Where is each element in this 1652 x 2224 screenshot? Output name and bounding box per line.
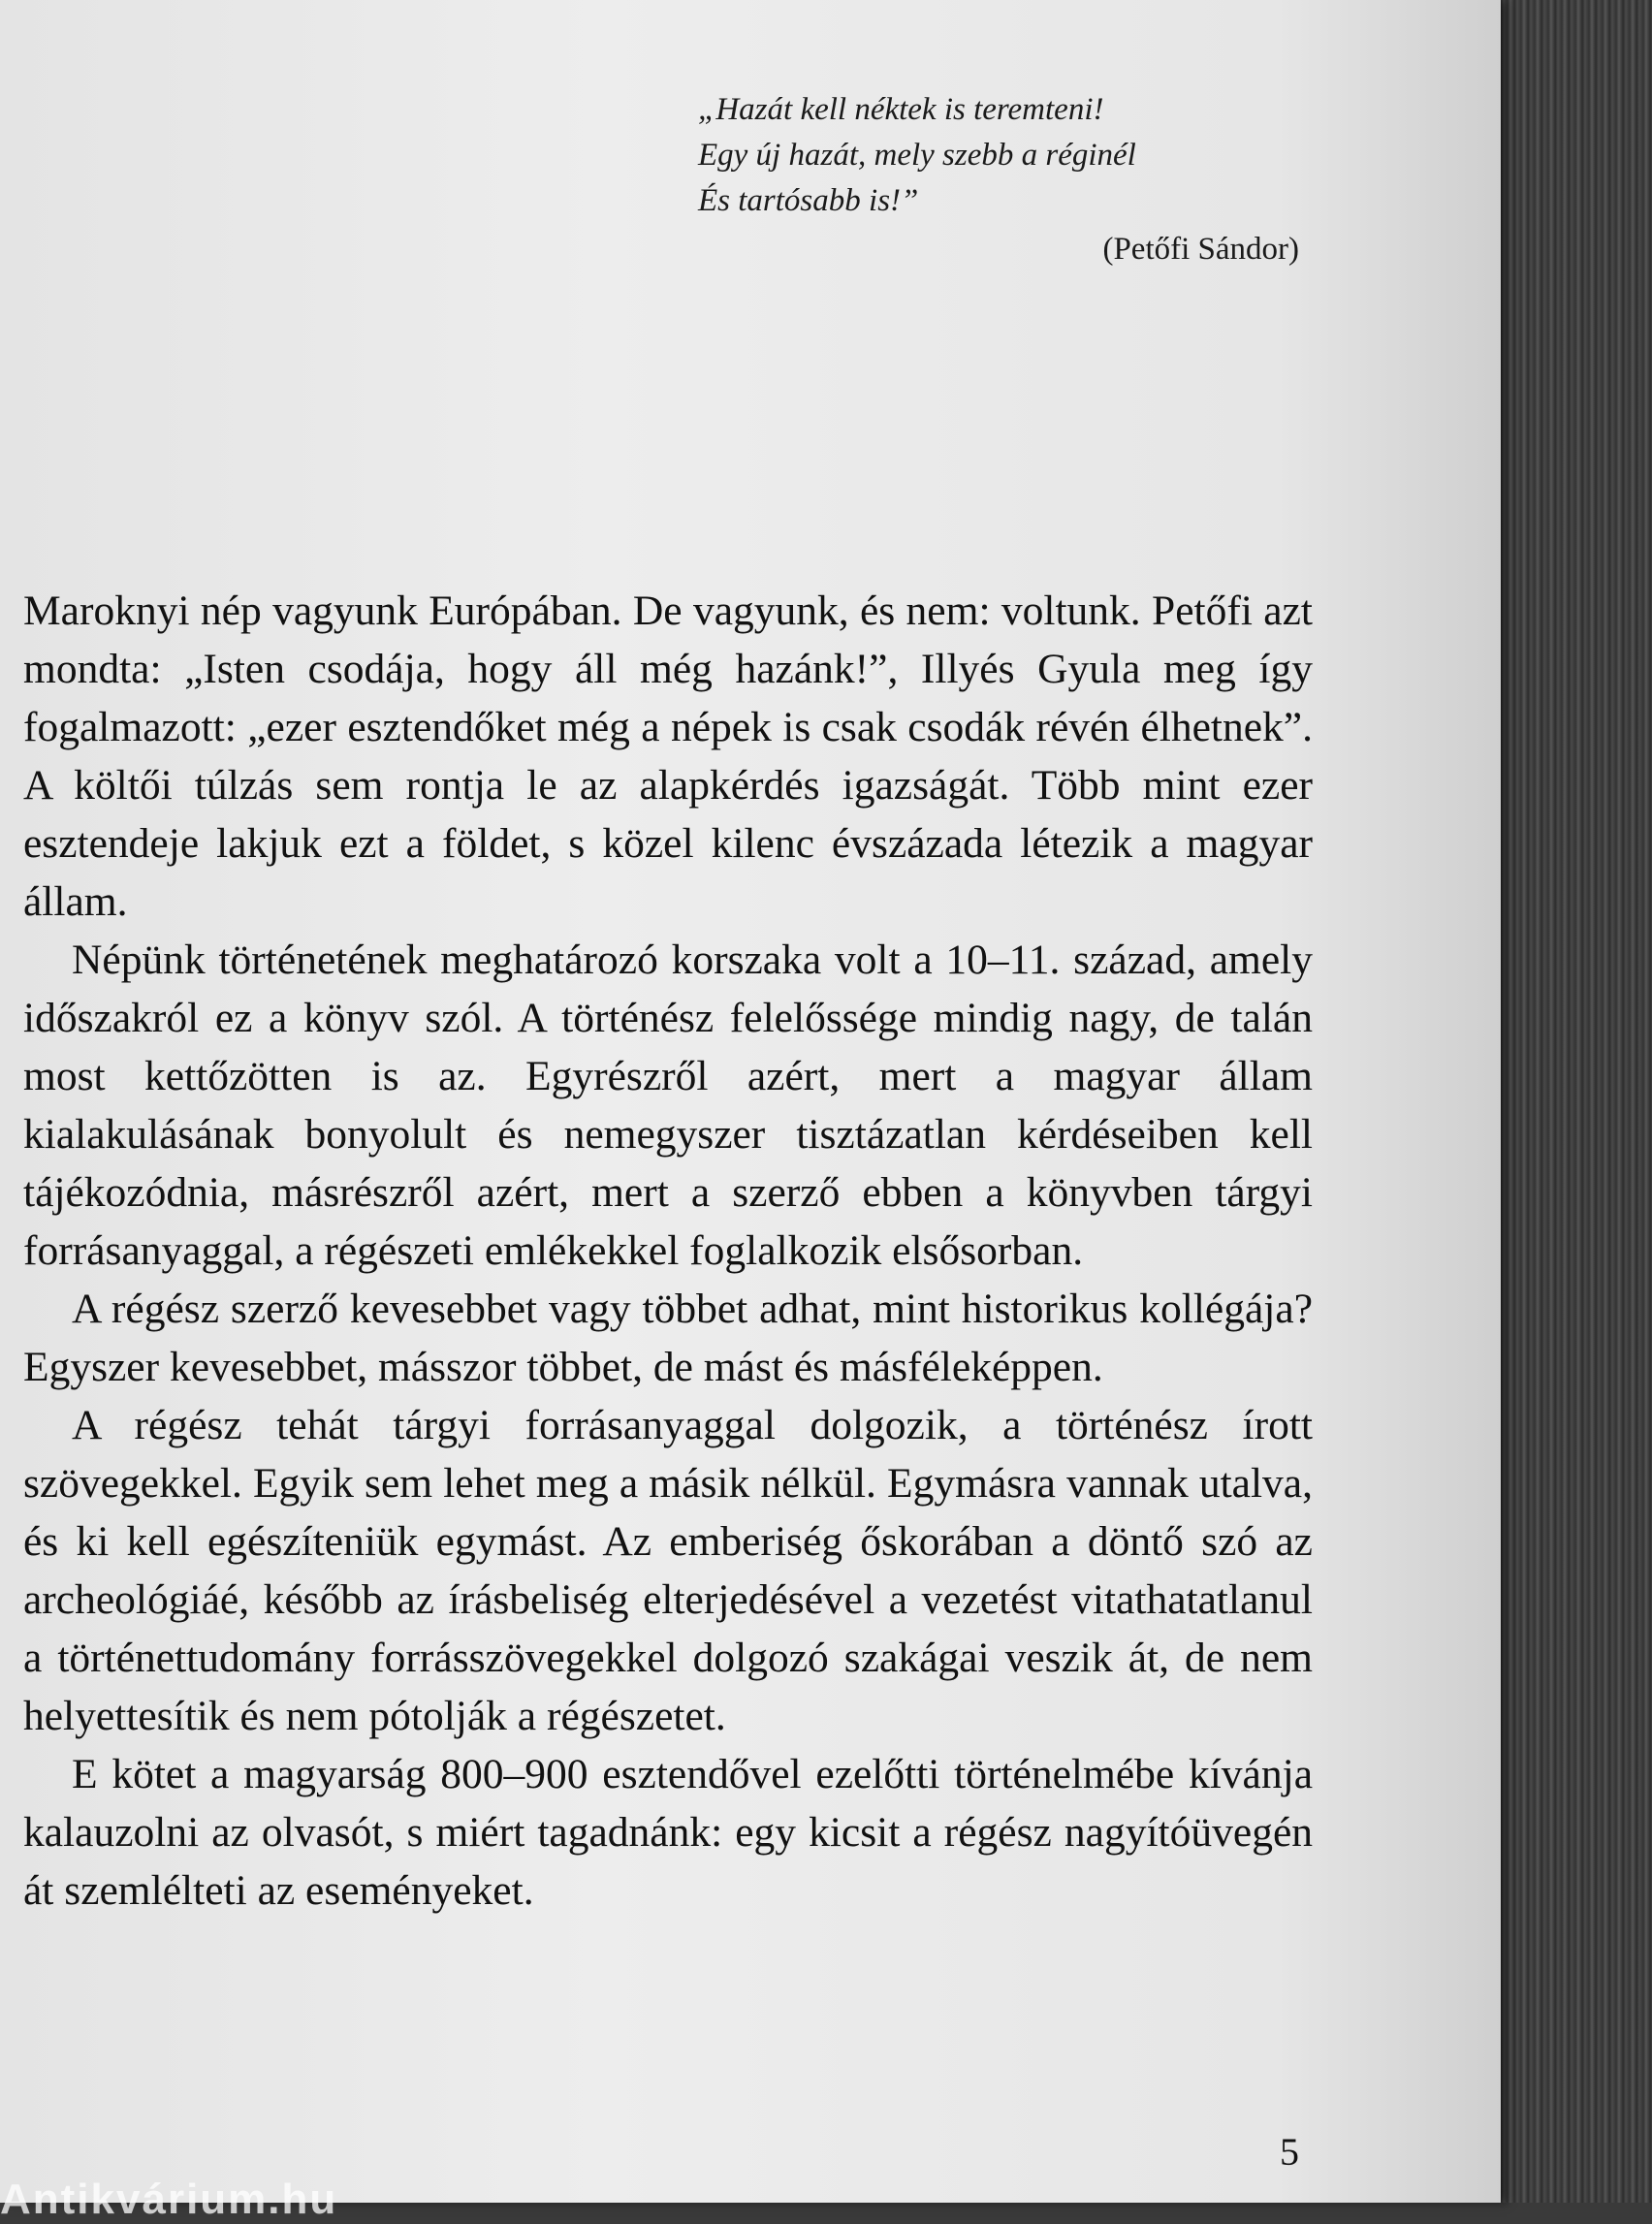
epigraph-author: (Petőfi Sándor)	[1102, 232, 1299, 267]
paragraph: Maroknyi nép vagyunk Európában. De vagyunk, és nem: voltunk. Petőfi azt mondta: „Isten csodája, hogy áll még hazánk!”, Illyés Gyula meg így fogalmazott: „ezer esztendőket még a népek is csak csodák révén élhetnek”. A költői túlzás sem rontja le az alapkérdés igazságát. Több mint ezer esztendeje lakjuk ezt a földet, s közel kilenc évszázada létezik a magyar állam.	[23, 588, 1313, 925]
watermark: Antikvárium.hu	[0, 2176, 338, 2223]
body-text	[23, 582, 1313, 1920]
book-spine-edge	[1501, 0, 1652, 2203]
epigraph-line: És tartósabb is!”	[698, 183, 919, 218]
epigraph-line: „Hazát kell néktek is teremteni!	[698, 92, 1104, 127]
paragraph: A régész szerző kevesebbet vagy többet adhat, mint historikus kollégája? Egyszer kevesebbet, másszor többet, de mást és másféleképpen.	[23, 1286, 1313, 1390]
paragraph: E kötet a magyarság 800–900 esztendővel ezelőtti történelmébe kívánja kalauzolni az olvasót, s miért tagadnánk: egy kicsit a régész nagyítóüvegén át szemlélteti az eseményeket.	[23, 1751, 1313, 1914]
paragraph: A régész tehát tárgyi forrásanyaggal dolgozik, a történész írott szövegekkel. Egyik sem lehet meg a másik nélkül. Egymásra vannak utalva, és ki kell egészíteniük egymást. Az emberiség őskorában a döntő szó az archeológiáé, később az írásbeliség elterjedésével a vezetést vitathatatlanul a történettudomány forrásszövegekkel dolgozó szakágai veszik át, de nem helyettesítik és nem pótolják a régészetet.	[23, 1402, 1313, 1739]
epigraph	[698, 87, 1299, 272]
page-number: 5	[1280, 2130, 1299, 2174]
paragraph: Népünk történetének meghatározó korszaka volt a 10–11. század, amely időszakról ez a könyv szól. A történész felelőssége mindig nagy, de talán most kettőzötten is az. Egyrészről azért, mert a magyar állam kialakulásának bonyolult és nemegyszer tisztázatlan kérdéseiben kell tájékozódnia, másrészről azért, mert a szerző ebben a könyvben tárgyi forrásanyaggal, a régészeti emlékekkel foglalkozik elsősorban.	[23, 937, 1313, 1274]
epigraph-line: Egy új hazát, mely szebb a réginél	[698, 138, 1136, 173]
